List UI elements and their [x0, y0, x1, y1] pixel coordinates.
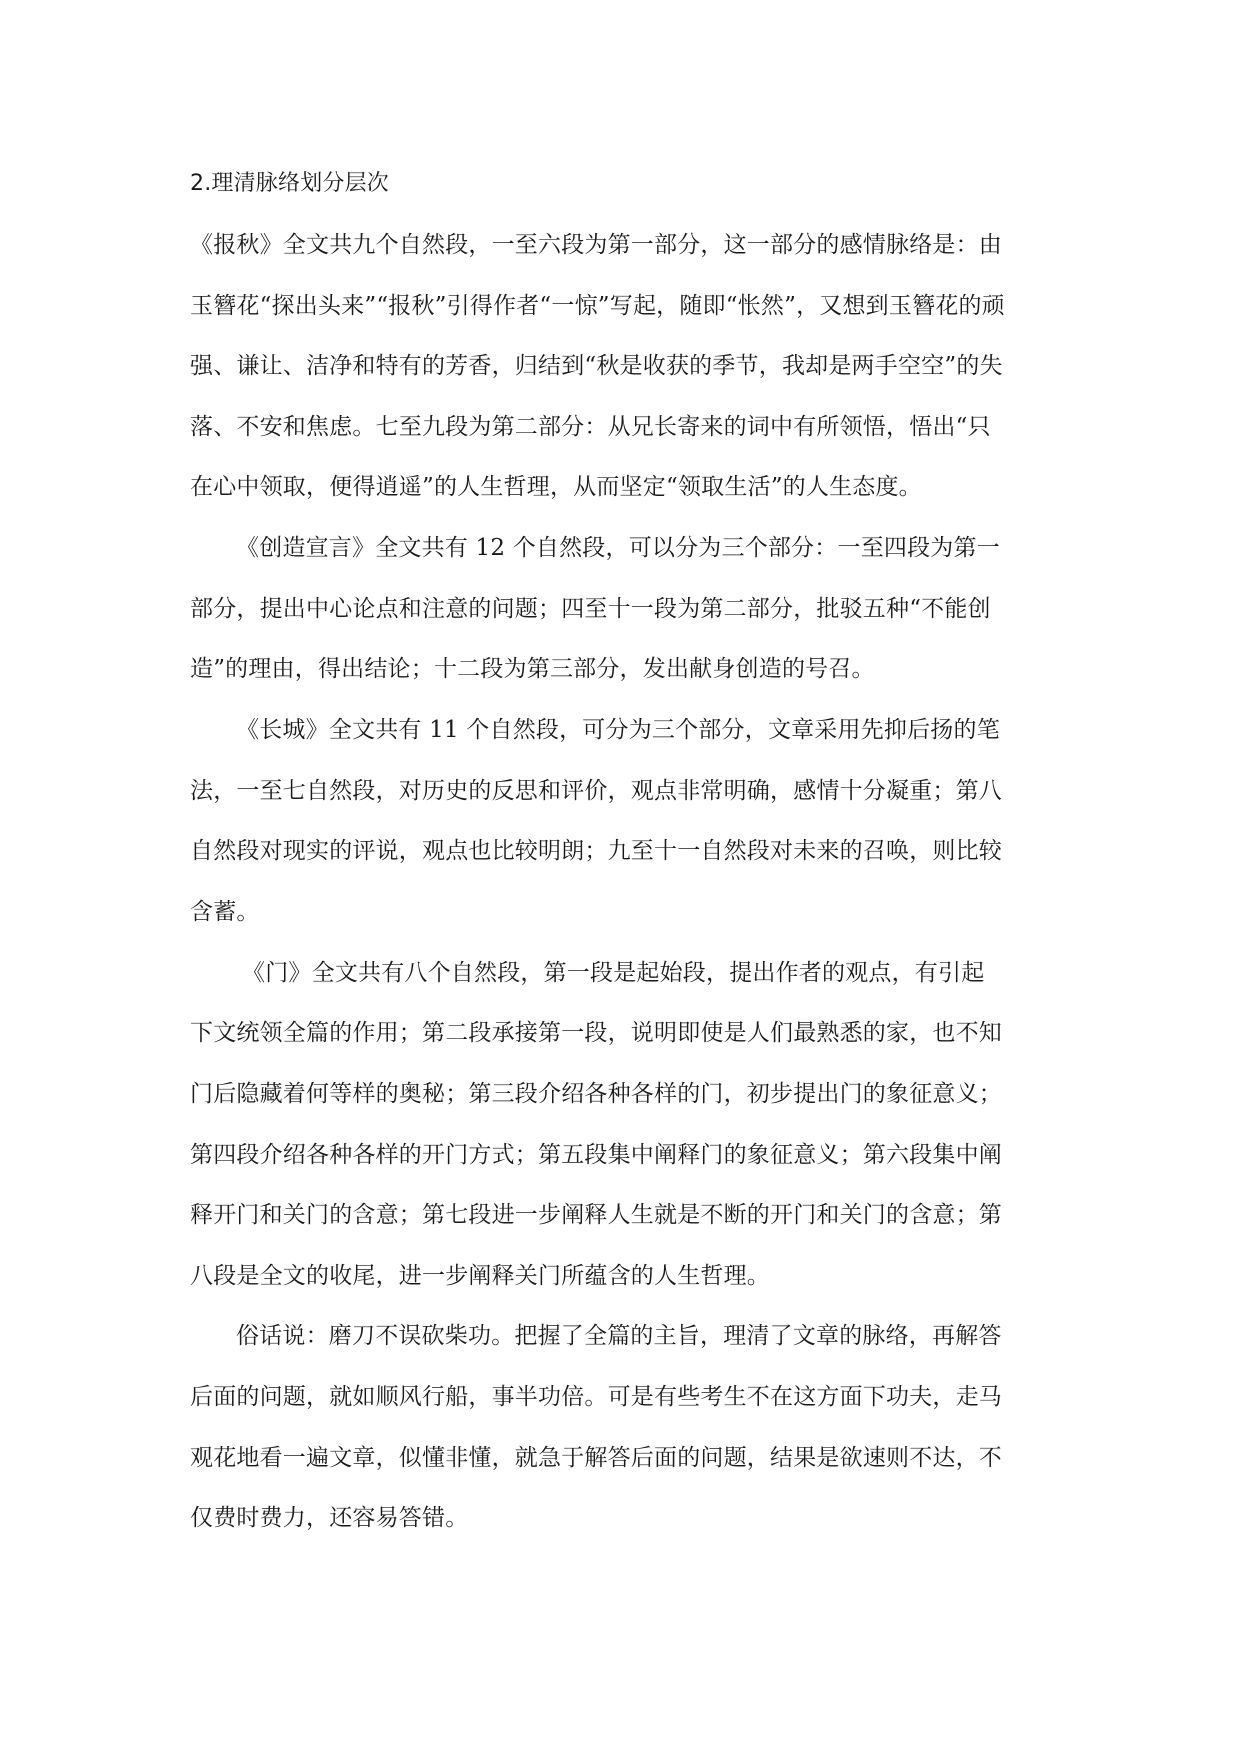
paragraph-line: 《门》全文共有八个自然段，第一段是起始段，提出作者的观点，有引起 — [242, 960, 985, 986]
paragraph-line: 仅费时费力，还容易答错。 — [190, 1505, 469, 1531]
paragraph-line: 自然段对现实的评说，观点也比较明朗；九至十一自然段对未来的召唤，则比较 — [190, 838, 1002, 864]
paragraph-line: 第四段介绍各种各样的开门方式；第五段集中阐释门的象征意义；第六段集中阐 — [190, 1142, 1002, 1168]
paragraph-line: 《创造宣言》全文共有 12 个自然段，可以分为三个部分：一至四段为第一 — [236, 535, 1000, 561]
paragraph-line: 《报秋》全文共九个自然段，一至六段为第一部分，这一部分的感情脉络是：由 — [190, 232, 1002, 258]
paragraph-line: 在心中领取，便得逍遥”的人生哲理，从而坚定“领取生活”的人生态度。 — [190, 474, 922, 500]
paragraph-line: 释开门和关门的含意；第七段进一步阐释人生就是不断的开门和关门的含意；第 — [190, 1202, 1002, 1228]
paragraph-line: 《长城》全文共有 11 个自然段，可分为三个部分，文章采用先抑后扬的笔 — [236, 717, 1000, 743]
paragraph-line: 部分，提出中心论点和注意的问题；四至十一段为第二部分，批驳五种“不能创 — [190, 596, 991, 622]
paragraph-line: 观花地看一遍文章，似懂非懂，就急于解答后面的问题，结果是欲速则不达，不 — [190, 1445, 1002, 1471]
paragraph-line: 玉簪花“探出头来”“报秋”引得作者“一惊”写起，随即“怅然”，又想到玉簪花的顽 — [190, 293, 1005, 319]
paragraph-line: 含蓄。 — [190, 899, 260, 925]
paragraph-line: 八段是全文的收尾，进一步阐释关门所蕴含的人生哲理。 — [190, 1263, 770, 1289]
paragraph-line: 后面的问题，就如顺风行船，事半功倍。可是有些考生不在这方面下功夫，走马 — [190, 1384, 1002, 1410]
section-heading: 2.理清脉络划分层次 — [190, 171, 389, 196]
paragraph-line: 落、不安和焦虑。七至九段为第二部分：从兄长寄来的词中有所领悟，悟出“只 — [190, 414, 991, 440]
paragraph-line: 法，一至七自然段，对历史的反思和评价，观点非常明确，感情十分凝重；第八 — [190, 778, 1002, 804]
paragraph-line: 下文统领全篇的作用；第二段承接第一段，说明即使是人们最熟悉的家，也不知 — [190, 1020, 1002, 1046]
paragraph-line: 门后隐藏着何等样的奥秘；第三段介绍各种各样的门，初步提出门的象征意义； — [190, 1081, 1002, 1107]
paragraph-line: 俗话说：磨刀不误砍柴功。把握了全篇的主旨，理清了文章的脉络，再解答 — [236, 1323, 1002, 1349]
paragraph-line: 造”的理由，得出结论；十二段为第三部分，发出献身创造的号召。 — [190, 656, 875, 682]
paragraph-line: 强、谦让、洁净和特有的芳香，归结到“秋是收获的季节，我却是两手空空”的失 — [190, 353, 1003, 379]
